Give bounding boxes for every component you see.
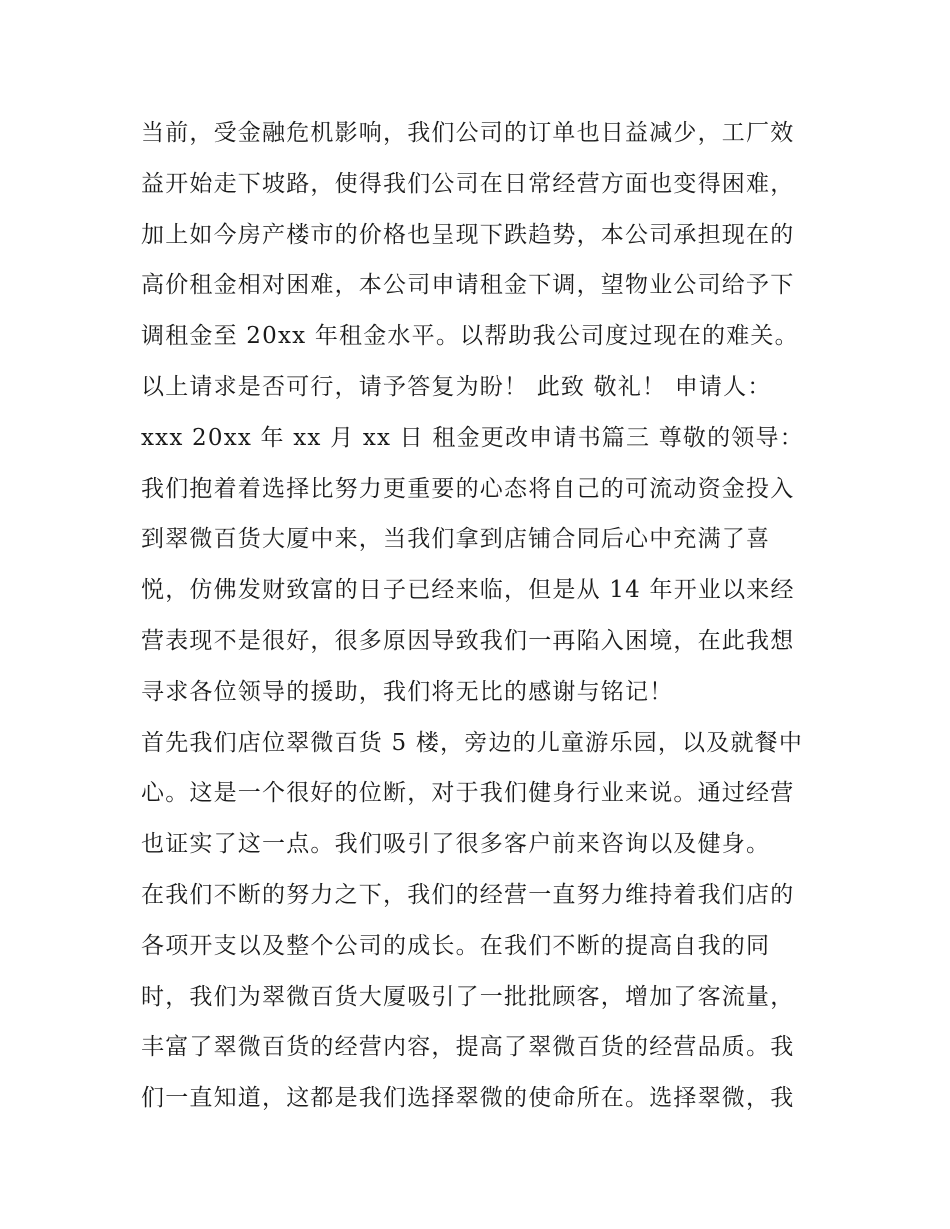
text-line-9: 到翠微百货大厦中来，当我们拿到店铺合同后心中充满了喜 [141,526,771,553]
body-text [141,108,821,1124]
text-line-1: 当前，受金融危机影响，我们公司的订单也日益减少，工厂效 [141,120,795,146]
text-line-3: 加上如今房产楼市的价格也呈现下跌趋势，本公司承担现在的 [141,221,795,248]
text-line-8: 我们抱着着选择比努力更重要的心态将自己的可流动资金投入 [141,475,795,502]
text-line-10: 悦，仿佛发财致富的日子已经来临，但是从 14 年开业以来经 [141,577,795,604]
text-line-5: 调租金至 20xx 年租金水平。以帮助我公司度过现在的难关。 [141,323,799,350]
text-line-11: 营表现不是很好，很多原因导致我们一再陷入困境，在此我想 [141,627,795,654]
text-line-14: 心。这是一个很好的位断，对于我们健身行业来说。通过经营 [141,780,795,807]
text-line-12: 寻求各位领导的援助，我们将无比的感谢与铭记！ [141,678,674,705]
text-line-20: 们一直知道，这都是我们选择翠微的使命所在。选择翠微，我 [141,1085,795,1112]
text-line-2: 益开始走下坡路，使得我们公司在日常经营方面也变得困难， [141,170,795,197]
text-line-13: 首先我们店位翠微百货 5 楼，旁边的儿童游乐园，以及就餐中 [141,729,804,756]
text-line-6: 以上请求是否可行，请予答复为盼！ 此致 敬礼！ 申请人： [141,373,772,400]
text-line-19: 丰富了翠微百货的经营内容，提高了翠微百货的经营品质。我 [141,1034,795,1061]
text-line-16: 在我们不断的努力之下，我们的经营一直努力维持着我们店的 [141,881,795,908]
text-line-7: xxx 20xx 年 xx 月 xx 日 租金更改申请书篇三 尊敬的领导： [141,424,804,451]
text-line-4: 高价租金相对困难，本公司申请租金下调，望物业公司给予下 [141,272,795,299]
text-line-18: 时，我们为翠微百货大厦吸引了一批批顾客，增加了客流量， [141,983,795,1010]
text-line-15: 也证实了这一点。我们吸引了很多客户前来咨询以及健身。 [141,831,771,858]
text-line-17: 各项开支以及整个公司的成长。在我们不断的提高自我的同 [141,932,771,959]
